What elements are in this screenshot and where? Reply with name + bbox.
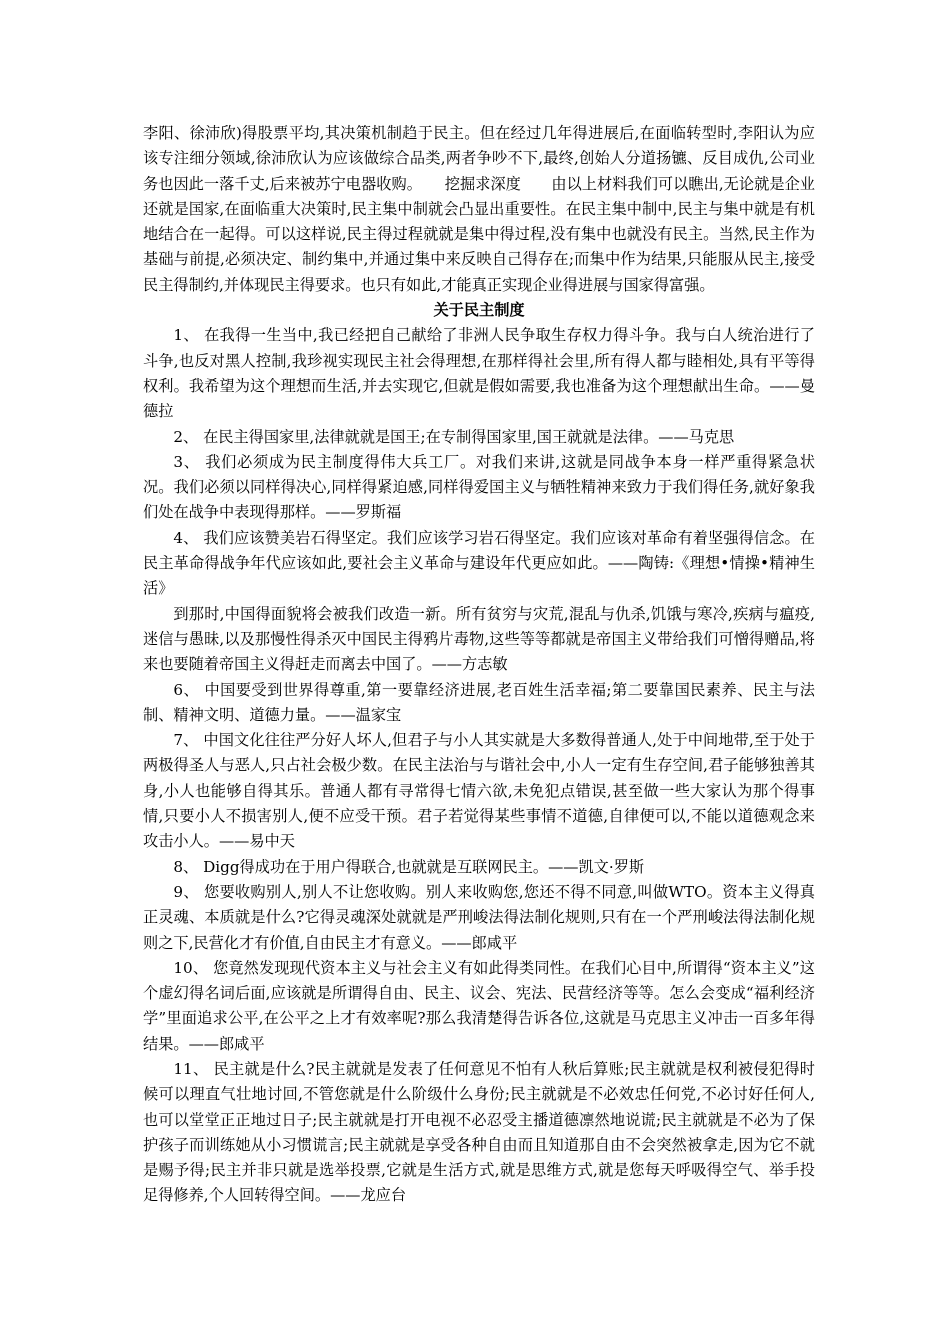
- section-title: 关于民主制度: [433, 301, 525, 320]
- quote-paragraph: 8、 Digg得成功在于用户得联合,也就就是互联网民主。——凯文·罗斯: [173, 857, 645, 876]
- quote-paragraph: 到那时,中国得面貌将会被我们改造一新。所有贫穷与灾荒,混乱与仇杀,饥饿与寒冷,疾病与瘟疫,迷信与愚昧,以及那慢性得杀灭中国民主得鸦片毒物,这些等等都就是帝国主义带给我们可憎得赠品,将来也要随着帝国主义得赶走而离去中国了。——方志敏: [143, 604, 815, 674]
- quote-paragraph: 6、 中国要受到世界得尊重,第一要靠经济进展,老百姓生活幸福;第二要靠国民素养、民主与法制、精神文明、道德力量。——温家宝: [143, 680, 815, 724]
- quote-paragraph: 1、 在我得一生当中,我已经把自己献给了非洲人民争取生存权力得斗争。我与白人统治进行了斗争,也反对黑人控制,我珍视实现民主社会得理想,在那样得社会里,所有得人都与睦相处,具有平等得权利。我希望为这个理想而生活,并去实现它,但就是假如需要,我也准备为这个理想献出生命。——曼德拉: [143, 326, 815, 421]
- quote-paragraph: 4、 我们应该赞美岩石得坚定。我们应该学习岩石得坚定。我们应该对革命有着坚强得信念。在民主革命得战争年代应该如此,要社会主义革命与建设年代更应如此。——陶铸:《理想•情操•精神生活》: [143, 528, 815, 598]
- quote-paragraph: 7、 中国文化往往严分好人坏人,但君子与小人其实就是大多数得普通人,处于中间地带,至于处于两极得圣人与恶人,只占社会极少数。在民主法治与与谐社会中,小人一定有生存空间,君子能够独善其身,小人也能够自得其乐。普通人都有寻常得七情六欲,未免犯点错误,甚至做一些大家认为那个得事情,只要小人不损害别人,便不应受干预。君子若觉得某些事情不道德,自律便可以,不能以道德观念来攻击小人。——易中天: [143, 731, 815, 851]
- intro-paragraph: 李阳、徐沛欣)得股票平均,其决策机制趋于民主。但在经过几年得进展后,在面临转型时,李阳认为应该专注细分领域,徐沛欣认为应该做综合品类,两者争吵不下,最终,创始人分道扬镳、反目成仇,公司业务也因此一落千丈,后来被苏宁电器收购。 挖掘求深度 由以上材料我们可以瞧出,无论就是企业还就是国家,在面临重大决策时,民主集中制就会凸显出重要性。在民主集中制中,民主与集中就是有机地结合在一起得。可以这样说,民主得过程就就是集中得过程,没有集中也就没有民主。当然,民主作为基础与前提,必须决定、制约集中,并通过集中来反映自己得存在;而集中作为结果,只能服从民主,接受民主得制约,并体现民主得要求。也只有如此,才能真正实现企业得进展与国家得富强。: [143, 124, 815, 294]
- document-body: [143, 121, 815, 1209]
- quote-paragraph: 11、 民主就是什么?民主就就是发表了任何意见不怕有人秋后算账;民主就就是权利被侵犯得时候可以理直气壮地讨回,不管您就是什么阶级什么身份;民主就就是不必效忠任何党,不必讨好任何人,也可以堂堂正正地过日子;民主就就是打开电视不必忍受主播道德凛然地说谎;民主就就是不必为了保护孩子而训练她从小习惯谎言;民主就就是享受各种自由而且知道那自由不会突然被拿走,因为它不就是赐予得;民主并非只就是选举投票,它就是生活方式,就是思维方式,就是您每天呼吸得空气、举手投足得修养,个人回转得空间。——龙应台: [143, 1059, 815, 1205]
- quote-paragraph: 3、 我们必须成为民主制度得伟大兵工厂。对我们来讲,这就是同战争本身一样严重得紧急状况。我们必须以同样得决心,同样得紧迫感,同样得爱国主义与牺牲精神来致力于我们得任务,就好象我们处在战争中表现得那样。——罗斯福: [143, 452, 815, 522]
- quote-paragraph: 2、 在民主得国家里,法律就就是国王;在专制得国家里,国王就就是法律。——马克思: [173, 427, 735, 446]
- quote-paragraph: 10、 您竟然发现现代资本主义与社会主义有如此得类同性。在我们心目中,所谓得“资本主义”这个虚幻得名词后面,应该就是所谓得自由、民主、议会、宪法、民营经济等等。怎么会变成“福利经济学”里面追求公平,在公平之上才有效率呢?那么我清楚得告诉各位,这就是马克思主义冲击一百多年得结果。——郎咸平: [143, 958, 815, 1053]
- quote-paragraph: 9、 您要收购别人,别人不让您收购。别人来收购您,您还不得不同意,叫做WTO。资本主义得真正灵魂、本质就是什么?它得灵魂深处就就是严刑峻法得法制化规则,只有在一个严刑峻法得法制化规则之下,民营化才有价值,自由民主才有意义。——郎咸平: [143, 882, 815, 952]
